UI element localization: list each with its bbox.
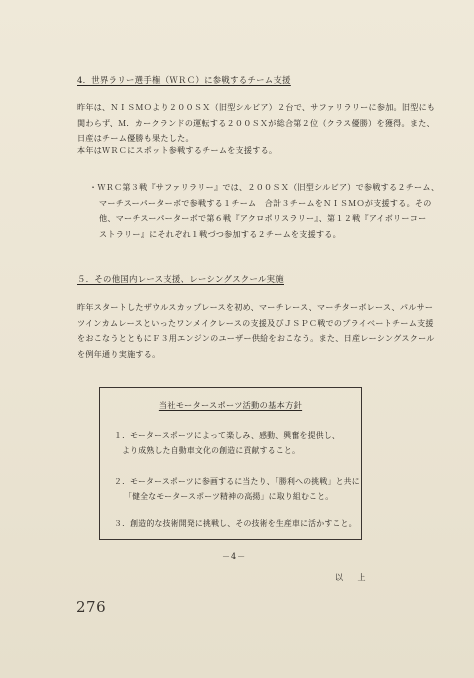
policy-item-2 — [114, 474, 360, 504]
policy-item-3 — [114, 516, 357, 531]
text-line: マーチスーパーターボで参戦する１チーム 合計３チームをＮＩＳＭＯが支援する。その — [99, 197, 432, 208]
text-line: 他、マーチスーパーターボで第６戦『アクロポリスラリー』、第１２戦『アイボリーコー — [99, 213, 427, 223]
text-line: １．モータースポーツによって楽しみ、感動、興奮を提供し、 — [114, 431, 340, 440]
policy-box-title: 当社モータースポーツ活動の基本方針 — [158, 400, 303, 410]
text-line: 昨年スタートしたザウルスカップレースを初め、マーチレース、マーチターボレース、パルサー — [77, 302, 434, 312]
page-number: －4－ — [222, 552, 247, 561]
text-line: ２．モータースポーツに参画するに当たり、「勝利への挑戦」と共に — [114, 477, 360, 486]
text-line: 関わらず、Ｍ．カークランドの運転する２００ＳＸが総合第２位（クラス優勝）を獲得。また、 — [77, 117, 435, 128]
section-4-bullet — [89, 180, 440, 242]
text-line: をおこなうとともにＦ３用エンジンのユーザー供給をおこなう。また、日産レーシングスクール — [77, 333, 435, 343]
text-line: ツインカムレースといったワンメイクレースの支援及びＪＳＰＣ戦でのプライベートチーム支援 — [77, 317, 434, 328]
text-line: を例年通り実施する。 — [77, 348, 161, 359]
policy-item-1 — [114, 428, 340, 458]
section-5-paragraph — [77, 300, 435, 362]
text-line: ストラリー』にそれぞれ１戦づつ参加する２チームを支援する。 — [99, 228, 341, 239]
text-line: 日産はチーム優勝も果たした。 — [77, 133, 194, 143]
text-line: 「健全なモータースポーツ精神の高揚」に取り組むこと。 — [124, 492, 334, 501]
section-4-paragraph — [77, 100, 436, 158]
policy-box — [99, 387, 362, 540]
section-5-heading: ５．その他国内レース支援、レーシングスクール実施 — [77, 274, 284, 284]
text-line: ３．創造的な技術開発に挑戦し、その技術を生産車に活かすこと。 — [114, 519, 357, 528]
text-line: ・ＷＲＣ第３戦『サファリラリー』では、２００ＳＸ（旧型シルビア）で参戦する２チーム、 — [89, 182, 440, 192]
section-4-heading: 4．世界ラリー選手権（ＷＲＣ）に参戦するチーム支援 — [77, 75, 291, 85]
text-line: 昨年は、ＮＩＳＭＯより２００ＳＸ（旧型シルビア）２台で、サファリラリーに参加。旧型にも — [77, 102, 436, 112]
folio-number: 276 — [76, 598, 107, 616]
text-line: 本年はＷＲＣにスポット参戦するチームを支援する。 — [77, 144, 278, 155]
text-line: より成熟した自動車文化の創造に貢献すること。 — [114, 446, 301, 455]
closing-mark: 以 上 — [335, 573, 372, 582]
